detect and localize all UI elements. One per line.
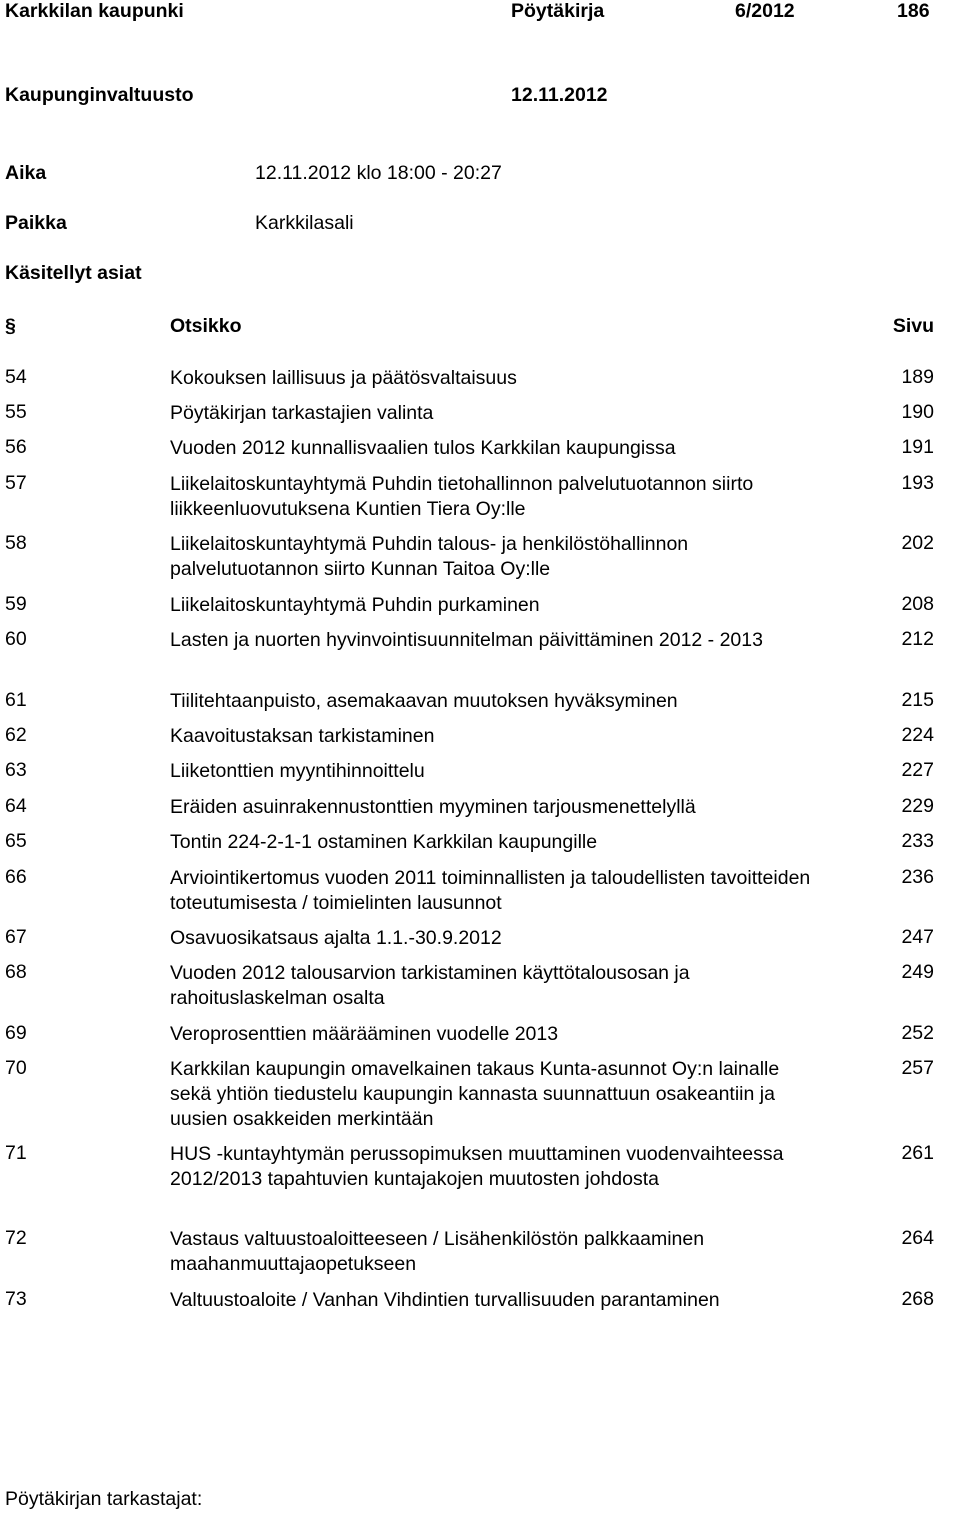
column-title-header: Otsikko <box>170 315 242 337</box>
section-symbol: § <box>5 315 16 337</box>
agenda-item-page: 264 <box>901 1227 934 1249</box>
document-number: 6/2012 <box>735 0 795 22</box>
agenda-item-title: Liikelaitoskuntayhtymä Puhdin talous- ja henkilöstöhallinnon palvelutuotannon siirto Kunnan Taitoa Oy:lle <box>170 533 689 580</box>
agenda-item-number: 58 <box>5 532 27 554</box>
agenda-item-page: 252 <box>901 1022 934 1044</box>
agenda-item-page: 229 <box>901 795 934 817</box>
agenda-item-page: 190 <box>901 401 934 423</box>
agenda-item-page: 227 <box>901 759 934 781</box>
agenda-item-title: Kokouksen laillisuus ja päätösvaltaisuus <box>170 367 517 389</box>
agenda-item-title: Eräiden asuinrakennustonttien myyminen tarjousmenettelyllä <box>170 796 696 818</box>
agenda-item-number: 70 <box>5 1057 27 1079</box>
agenda-item-title: Kaavoitustaksan tarkistaminen <box>170 725 435 747</box>
agenda-item-title: Vuoden 2012 kunnallisvaalien tulos Karkkilan kaupungissa <box>170 437 676 459</box>
agenda-item-number: 64 <box>5 795 27 817</box>
agenda-item-number: 67 <box>5 926 27 948</box>
agenda-item-title: Karkkilan kaupungin omavelkainen takaus Kunta-asunnot Oy:n lainalle sekä yhtiön tiedustelu kaupungin kannasta suunnattuun osakeantiin ja uusien osakkeiden merkintään <box>170 1058 780 1130</box>
agenda-item-title: HUS -kuntayhtymän perussopimuksen muuttaminen vuodenvaihteessa 2012/2013 tapahtuvien kuntajakojen muutosten johdosta <box>170 1143 784 1190</box>
agenda-item-page: 191 <box>901 436 934 458</box>
place-value: Karkkilasali <box>255 212 354 234</box>
agenda-item-page: 215 <box>901 689 934 711</box>
page-number: 186 <box>897 0 930 22</box>
agenda-item-page: 268 <box>901 1288 934 1310</box>
agenda-item-title: Osavuosikatsaus ajalta 1.1.-30.9.2012 <box>170 927 502 949</box>
inspectors-label: Pöytäkirjan tarkastajat: <box>5 1488 203 1510</box>
column-page-header: Sivu <box>892 315 934 337</box>
agenda-item-title: Liiketonttien myyntihinnoittelu <box>170 760 425 782</box>
agenda-item-page: 193 <box>901 472 934 494</box>
agenda-item-title: Veroprosenttien määrääminen vuodelle 2013 <box>170 1023 559 1045</box>
agenda-item-page: 189 <box>901 366 934 388</box>
agenda-item-number: 60 <box>5 628 27 650</box>
time-label: Aika <box>5 162 47 184</box>
agenda-item-number: 72 <box>5 1227 27 1249</box>
agenda-item-number: 57 <box>5 472 27 494</box>
agenda-item-page: 261 <box>901 1142 934 1164</box>
agenda-item-number: 62 <box>5 724 27 746</box>
agenda-item-page: 212 <box>901 628 934 650</box>
agenda-item-title: Vastaus valtuustoaloitteeseen / Lisähenkilöstön palkkaaminen maahanmuuttajaopetukseen <box>170 1228 705 1275</box>
agenda-item-page: 247 <box>901 926 934 948</box>
agenda-item-title: Tiilitehtaanpuisto, asemakaavan muutoksen hyväksyminen <box>170 690 678 712</box>
agenda-item-number: 73 <box>5 1288 27 1310</box>
agenda-item-page: 202 <box>901 532 934 554</box>
agenda-item-title: Lasten ja nuorten hyvinvointisuunnitelman päivittäminen 2012 - 2013 <box>170 629 763 651</box>
agenda-item-title: Tontin 224-2-1-1 ostaminen Karkkilan kaupungille <box>170 831 598 853</box>
agenda-item-title: Vuoden 2012 talousarvion tarkistaminen käyttötalousosan ja rahoituslaskelman osalta <box>170 962 690 1009</box>
time-value: 12.11.2012 klo 18:00 - 20:27 <box>255 162 502 184</box>
place-label: Paikka <box>5 212 67 234</box>
agenda-item-number: 63 <box>5 759 27 781</box>
agenda-item-title: Valtuustoaloite / Vanhan Vihdintien turvallisuuden parantaminen <box>170 1289 720 1311</box>
agenda-item-number: 59 <box>5 593 27 615</box>
agenda-item-title: Liikelaitoskuntayhtymä Puhdin tietohallinnon palvelutuotannon siirto liikkeenluovutuksena Kuntien Tiera Oy:lle <box>170 473 754 520</box>
meeting-date: 12.11.2012 <box>511 84 608 106</box>
agenda-item-number: 71 <box>5 1142 27 1164</box>
agenda-item-number: 65 <box>5 830 27 852</box>
agenda-item-page: 233 <box>901 830 934 852</box>
agenda-item-page: 224 <box>901 724 934 746</box>
agenda-item-number: 56 <box>5 436 27 458</box>
agenda-item-number: 55 <box>5 401 27 423</box>
agenda-item-page: 236 <box>901 866 934 888</box>
agenda-heading: Käsitellyt asiat <box>5 262 142 284</box>
agenda-item-title: Liikelaitoskuntayhtymä Puhdin purkaminen <box>170 594 540 616</box>
agenda-item-number: 68 <box>5 961 27 983</box>
agenda-item-title: Pöytäkirjan tarkastajien valinta <box>170 402 434 424</box>
meeting-body: Kaupunginvaltuusto <box>5 84 194 106</box>
municipality-name: Karkkilan kaupunki <box>5 0 184 22</box>
agenda-item-number: 61 <box>5 689 27 711</box>
agenda-item-number: 54 <box>5 366 27 388</box>
agenda-item-number: 69 <box>5 1022 27 1044</box>
agenda-item-number: 66 <box>5 866 27 888</box>
agenda-item-page: 257 <box>901 1057 934 1079</box>
agenda-item-page: 208 <box>901 593 934 615</box>
agenda-item-page: 249 <box>901 961 934 983</box>
document-type: Pöytäkirja <box>511 0 605 22</box>
agenda-item-title: Arviointikertomus vuoden 2011 toiminnallisten ja taloudellisten tavoitteiden toteutumisesta / toimielinten lausunnot <box>170 867 811 914</box>
